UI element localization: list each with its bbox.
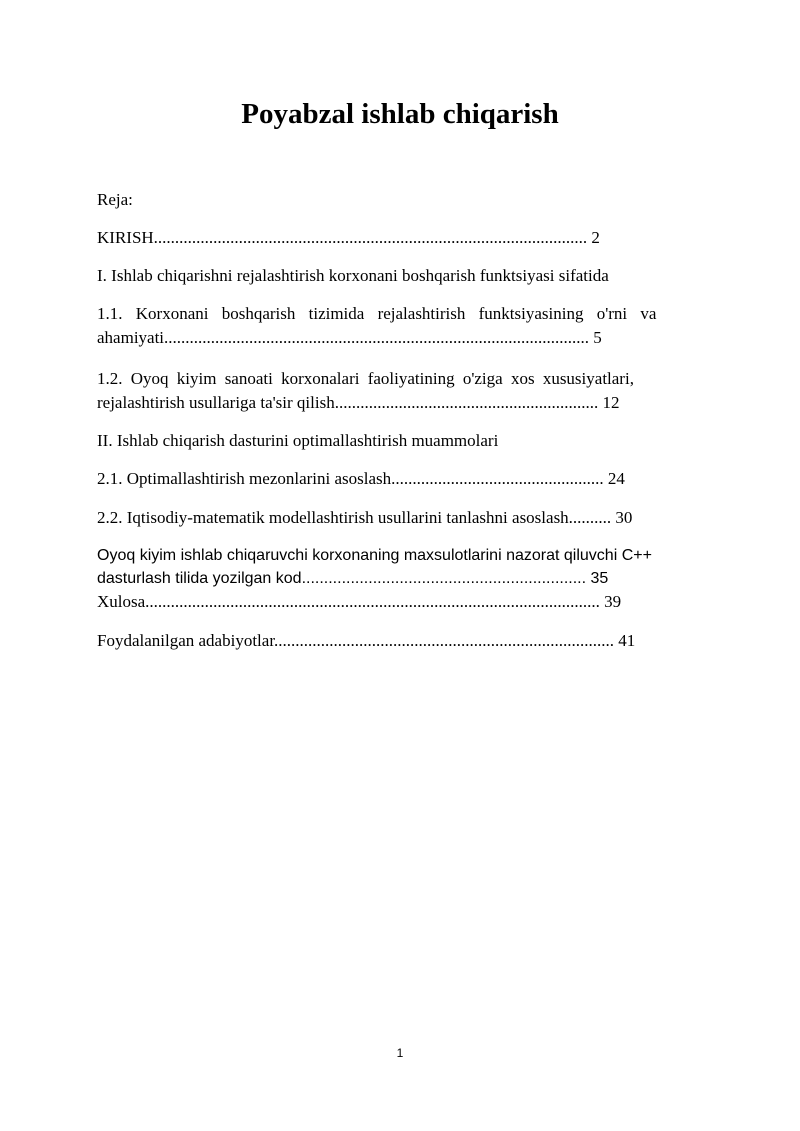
toc-entry-adabiyot: Foydalanilgan adabiyotlar................................................................................ 41 (97, 631, 636, 650)
page-number: 1 (396, 1046, 404, 1060)
toc-entry-code-line1: Oyoq kiyim ishlab chiqaruvchi korxonaning maxsulotlarini nazorat qiluvchi C++ (97, 547, 652, 564)
toc-entry-1-1-line1: 1.1. Korxonani boshqarish tizimida rejalashtirish funktsiyasining o'rni va (97, 304, 657, 323)
document-title: Poyabzal ishlab chiqarish (241, 98, 559, 130)
plan-label: Reja: (97, 190, 133, 209)
toc-entry-kirish: KIRISH...................................................................................................... 2 (97, 228, 600, 247)
toc-entry-1-2-line1: 1.2. Oyoq kiyim sanoati korxonalari faoliyatining o'ziga xos xususiyatlari, (97, 369, 634, 388)
toc-entry-section-1: I. Ishlab chiqarishni rejalashtirish korxonani boshqarish funktsiyasi sifatida (97, 266, 609, 285)
toc-entry-section-2: II. Ishlab chiqarish dasturini optimallashtirish muammolari (97, 431, 499, 450)
toc-entry-2-1: 2.1. Optimallashtirish mezonlarini asoslash.................................................. 24 (97, 469, 625, 488)
toc-entry-2-2: 2.2. Iqtisodiy-matematik modellashtirish usullarini tanlashni asoslash.......... 30 (97, 508, 633, 527)
toc-entry-1-2-line2: rejalashtirish usullariga ta'sir qilish.............................................................. 12 (97, 393, 620, 412)
toc-entry-1-1-line2: ahamiyati.................................................................................................... 5 (97, 328, 602, 347)
toc-entry-xulosa: Xulosa........................................................................................................... 39 (97, 592, 622, 611)
toc-entry-code-line2: dasturlash tilida yozilgan kod................................................................ 35 (97, 570, 609, 587)
